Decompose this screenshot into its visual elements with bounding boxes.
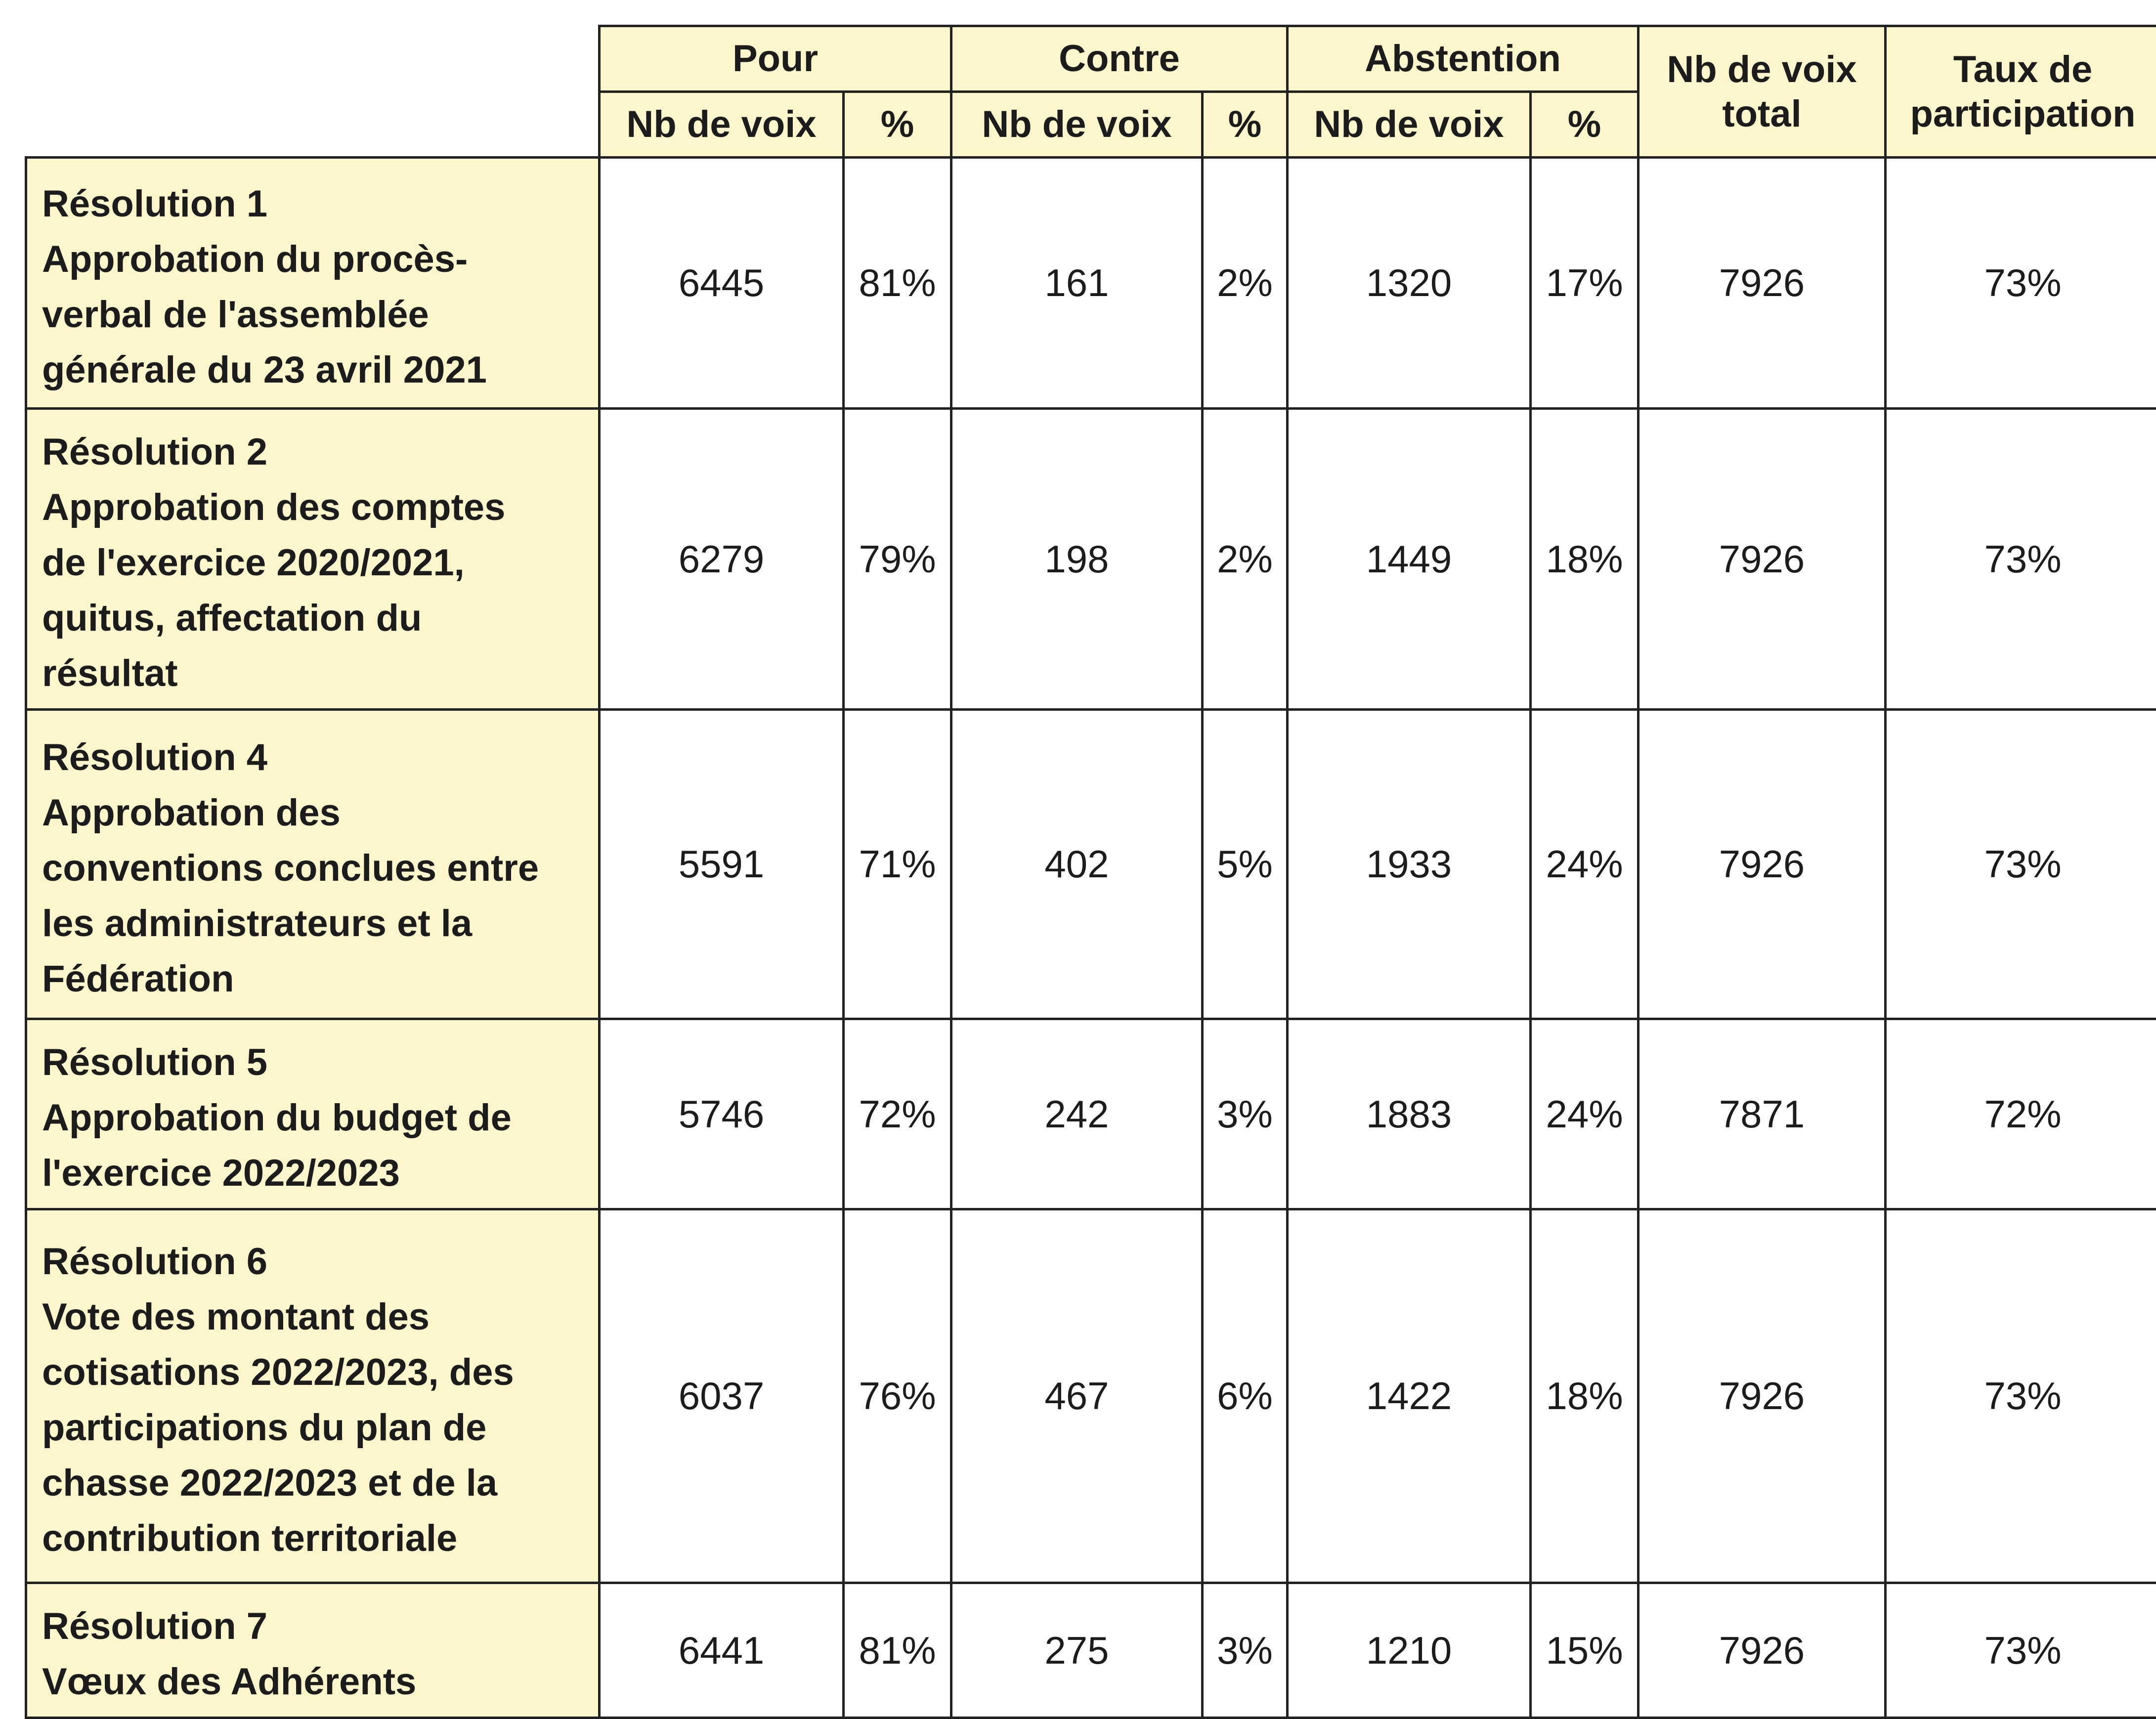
taux-participation: 73%: [1886, 158, 2156, 409]
taux-participation: 73%: [1886, 1209, 2156, 1583]
pour-pct: 72%: [844, 1019, 951, 1209]
header-pour: Pour: [600, 26, 951, 92]
contre-pct: 3%: [1203, 1019, 1288, 1209]
abstention-pct: 18%: [1531, 409, 1639, 710]
contre-pct: 6%: [1203, 1209, 1288, 1583]
nb-voix-total: 7926: [1639, 710, 1886, 1019]
nb-voix-total: 7926: [1639, 1209, 1886, 1583]
abstention-pct: 15%: [1531, 1583, 1639, 1718]
resolution-label: Résolution 6 Vote des montant des cotisations 2022/2023, des participations du plan de chasse 2022/2023 et de la contribution territoriale: [26, 1209, 600, 1583]
pour-pct: 81%: [844, 158, 951, 409]
header-group-row: [26, 26, 2156, 92]
pour-nb-voix: 5591: [600, 710, 844, 1019]
pour-pct: 76%: [844, 1209, 951, 1583]
pour-nb-voix: 6037: [600, 1209, 844, 1583]
header-pour-nb-voix: Nb de voix: [600, 92, 844, 158]
resolution-row: [26, 158, 2156, 409]
resolution-row: [26, 1019, 2156, 1209]
pour-nb-voix: 6441: [600, 1583, 844, 1718]
contre-pct: 5%: [1203, 710, 1288, 1019]
pour-pct: 81%: [844, 1583, 951, 1718]
header-taux-participation: Taux de participation: [1886, 26, 2156, 158]
contre-pct: 2%: [1203, 158, 1288, 409]
pour-nb-voix: 6279: [600, 409, 844, 710]
pour-pct: 71%: [844, 710, 951, 1019]
header-contre: Contre: [951, 26, 1288, 92]
contre-nb-voix: 467: [951, 1209, 1203, 1583]
taux-participation: 72%: [1886, 1019, 2156, 1209]
resolution-row: [26, 1209, 2156, 1583]
header-abstention-nb-voix: Nb de voix: [1288, 92, 1531, 158]
abstention-pct: 24%: [1531, 710, 1639, 1019]
header-abstention-pct: %: [1531, 92, 1639, 158]
header-contre-nb-voix: Nb de voix: [951, 92, 1203, 158]
nb-voix-total: 7871: [1639, 1019, 1886, 1209]
contre-pct: 2%: [1203, 409, 1288, 710]
resolution-label: Résolution 2 Approbation des comptes de l'exercice 2020/2021, quitus, affectation du résultat: [26, 409, 600, 710]
header-pour-pct: %: [844, 92, 951, 158]
abstention-nb-voix: 1320: [1288, 158, 1531, 409]
taux-participation: 73%: [1886, 710, 2156, 1019]
nb-voix-total: 7926: [1639, 1583, 1886, 1718]
corner-blank: [26, 26, 600, 158]
nb-voix-total: 7926: [1639, 158, 1886, 409]
abstention-nb-voix: 1210: [1288, 1583, 1531, 1718]
resolution-label: Résolution 1 Approbation du procès- verbal de l'assemblée générale du 23 avril 2021: [26, 158, 600, 409]
resolution-row: [26, 1583, 2156, 1718]
taux-participation: 73%: [1886, 409, 2156, 710]
pour-pct: 79%: [844, 409, 951, 710]
resolution-row: [26, 409, 2156, 710]
abstention-nb-voix: 1933: [1288, 710, 1531, 1019]
resolution-label: Résolution 5 Approbation du budget de l'exercice 2022/2023: [26, 1019, 600, 1209]
pour-nb-voix: 6445: [600, 158, 844, 409]
header-nb-voix-total: Nb de voix total: [1639, 26, 1886, 158]
contre-nb-voix: 198: [951, 409, 1203, 710]
nb-voix-total: 7926: [1639, 409, 1886, 710]
header-contre-pct: %: [1203, 92, 1288, 158]
abstention-nb-voix: 1422: [1288, 1209, 1531, 1583]
header-abstention: Abstention: [1288, 26, 1639, 92]
contre-pct: 3%: [1203, 1583, 1288, 1718]
resolution-row: [26, 710, 2156, 1019]
vote-results-table: [25, 25, 2156, 1719]
abstention-pct: 18%: [1531, 1209, 1639, 1583]
abstention-nb-voix: 1449: [1288, 409, 1531, 710]
abstention-pct: 17%: [1531, 158, 1639, 409]
abstention-nb-voix: 1883: [1288, 1019, 1531, 1209]
contre-nb-voix: 402: [951, 710, 1203, 1019]
contre-nb-voix: 275: [951, 1583, 1203, 1718]
contre-nb-voix: 161: [951, 158, 1203, 409]
pour-nb-voix: 5746: [600, 1019, 844, 1209]
contre-nb-voix: 242: [951, 1019, 1203, 1209]
resolution-label: Résolution 4 Approbation des conventions conclues entre les administrateurs et la Fédération: [26, 710, 600, 1019]
resolution-label: Résolution 7 Vœux des Adhérents: [26, 1583, 600, 1718]
abstention-pct: 24%: [1531, 1019, 1639, 1209]
taux-participation: 73%: [1886, 1583, 2156, 1718]
